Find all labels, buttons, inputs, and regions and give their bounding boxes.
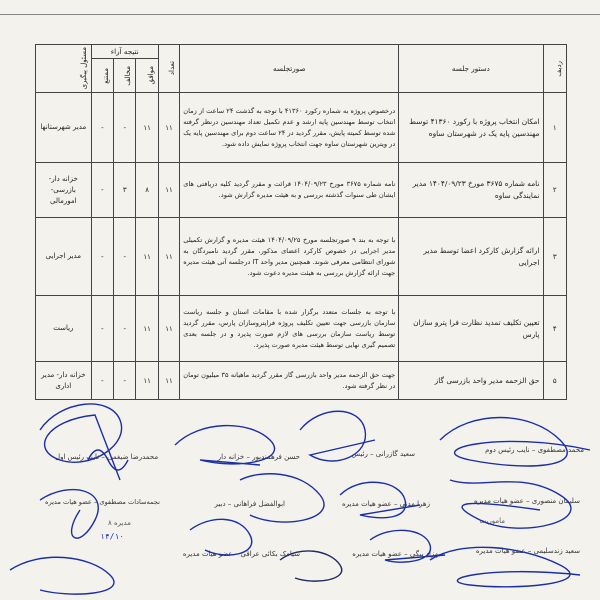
abstain-cell: - [91, 163, 113, 218]
row-no: ۲ [543, 163, 567, 218]
header-row-no: ردیف [543, 45, 567, 93]
proceedings-cell: با توجه به بند ۹ صورتجلسه مورخ ۱۴۰۴/۰۹/۲۵ هیئت مدیره و گزارش تکمیلی مدیر اجرایی در خصوص کارکرد اعضای مذکور، مقرر گردید نامبردگان به شورای انتظامی معرفی شوند. همچنین مدیر واحد IT درجلسه آتی هیئت مدیره جهت ارائه گزارش بررسی به هیئت مدیره دعوت شود. [180, 218, 399, 296]
in-favor-cell: ۸ [136, 163, 158, 218]
signature-mark [40, 490, 98, 539]
against-cell: - [114, 296, 136, 362]
signatory-name: محمدرضا ضیغمی – نایب رئیس اول [55, 453, 159, 461]
count-cell: ۱۱ [158, 218, 179, 296]
proceedings-cell: جهت حق الزحمه مدیر واحد بازرسی گاز مقرر گردید ماهیانه ۳۵ میلیون تومان در نظر گرفته شود. [180, 362, 399, 400]
responsible-cell: مدیر شهرستانها [36, 93, 92, 163]
signature-mark [440, 418, 590, 466]
header-responsible: مسئول پیگیری [36, 45, 92, 93]
minutes-table [35, 44, 567, 400]
agenda-cell: تعیین تکلیف تمدید نظارت فرا پترو سازان پارس [399, 296, 543, 362]
table-row [36, 362, 567, 400]
table-row [36, 93, 567, 163]
abstain-cell: - [91, 93, 113, 163]
mission-note: ماموریت [479, 517, 505, 525]
header-proceedings: صورتجلسه [180, 45, 399, 93]
signatory-name: سعید زندسلیمی – عضو هیات مدیره [475, 547, 580, 555]
row-no: ۱ [543, 93, 567, 163]
count-cell: ۱۱ [158, 296, 179, 362]
row-no: ۳ [543, 218, 567, 296]
against-cell: - [114, 218, 136, 296]
against-cell: - [114, 362, 136, 400]
header-abstain: ممتنع [91, 59, 113, 93]
agenda-cell: امکان انتخاب پروژه با رکورد ۴۱۳۶۰ توسط مهندسین پایه یک در شهرستان ساوه [399, 93, 543, 163]
handwritten-date: ۱۴/۱۰ [100, 532, 125, 541]
signatory-name: زهرا مدنی – عضو هیات مدیره [341, 500, 430, 508]
proceedings-cell: با توجه به جلسات متعدد برگزار شده با مقامات استان و جلسه ریاست سازمان بازرسی جهت تعیین تکلیف پروژه فراپتروسازان پارس، مقرر گردید توسط ریاست سازمان بررسی های لازم صورت پذیرد و در جلسه بعدی تصمیم گیری نهایی توسط هیئت مدیره صورت پذیرد. [180, 296, 399, 362]
in-favor-cell: ۱۱ [136, 362, 158, 400]
signature-mark [10, 557, 114, 594]
count-cell: ۱۱ [158, 163, 179, 218]
signatory-name: سلیمان منصوری – عضو هیات مدیره [474, 497, 580, 505]
abstain-cell: - [91, 296, 113, 362]
proceedings-cell: نامه شماره ۳۶۷۵ مورخ ۱۴۰۴/۰۹/۲۳ قرائت و مقرر گردید کلیه دریافتی های ایشان طی سنوات گذشته بررسی و به هیئت مدیره گزارش شود. [180, 163, 399, 218]
in-favor-cell: ۱۱ [136, 93, 158, 163]
row-no: ۴ [543, 296, 567, 362]
header-vote-result: نتیجه آراء [91, 45, 158, 59]
responsible-cell: خزانه دار- مدیر اداری [36, 362, 92, 400]
against-cell: ۳ [114, 163, 136, 218]
header-agenda: دستور جلسه [399, 45, 543, 93]
board-note: مدیره ۸ [108, 519, 131, 527]
responsible-cell: خزانه دار- بازرسی- امورمالی [36, 163, 92, 218]
in-favor-cell: ۱۱ [136, 296, 158, 362]
page-top-strip [0, 0, 600, 15]
signatory-name: سیامک بکائی عراقی – عضو هیات مدیره [182, 550, 300, 558]
agenda-cell: نامه شماره ۳۶۷۵ مورخ ۱۴۰۴/۰۹/۲۳ مدیر نمایندگی ساوه [399, 163, 543, 218]
header-in-favor: موافق [136, 59, 158, 93]
count-cell: ۱۱ [158, 93, 179, 163]
table-row [36, 218, 567, 296]
signatory-name: ابوالفضل فراهانی – دبیر [214, 500, 285, 508]
responsible-cell: ریاست [36, 296, 92, 362]
signatory-name: حسن فرهمندپور – خزانه دار [217, 453, 300, 461]
signatory-name: سعید گازرانی – رئیس [351, 450, 415, 458]
in-favor-cell: ۱۱ [136, 218, 158, 296]
agenda-cell: حق الزحمه مدیر واحد بازرسی گاز [399, 362, 543, 400]
count-cell: ۱۱ [158, 362, 179, 400]
agenda-cell: ارائه گزارش کارکرد اعضا توسط مدیر اجرایی [399, 218, 543, 296]
header-against: مخالف [114, 59, 136, 93]
top-strip-cell [32, 0, 600, 14]
row-no: ۵ [543, 362, 567, 400]
header-count: تعداد [158, 45, 179, 93]
responsible-cell: مدیر اجرایی [36, 218, 92, 296]
table-row [36, 163, 567, 218]
table-row [36, 296, 567, 362]
signature-mark [240, 474, 324, 522]
abstain-cell: - [91, 218, 113, 296]
proceedings-cell: درخصوص پروژه به شماره رکورد ۴۱۳۶۰ با توجه به گذشت ۲۴ ساعت از زمان انتخاب توسط مهندسین پایه ارشد و عدم تکمیل تعداد مهندسین درنظر گرفته شده توسط کمیته پایش، مقرر گردید در ۲۴ ساعت دوم برای مهندسین پایه یک در ویترین شهرستان ساوه جهت انتخاب پروژه نمایش داده شود. [180, 93, 399, 163]
signatory-name: بهزاد بیگی – عضو هیات مدیره [352, 550, 440, 558]
abstain-cell: - [91, 362, 113, 400]
signatory-name: نجمه‌سادات مصطفوی – عضو هیات مدیره [45, 498, 160, 506]
signature-mark [40, 404, 122, 480]
signatory-name: محمد مصطفوی – نایب رئیس دوم [485, 446, 584, 454]
against-cell: - [114, 93, 136, 163]
